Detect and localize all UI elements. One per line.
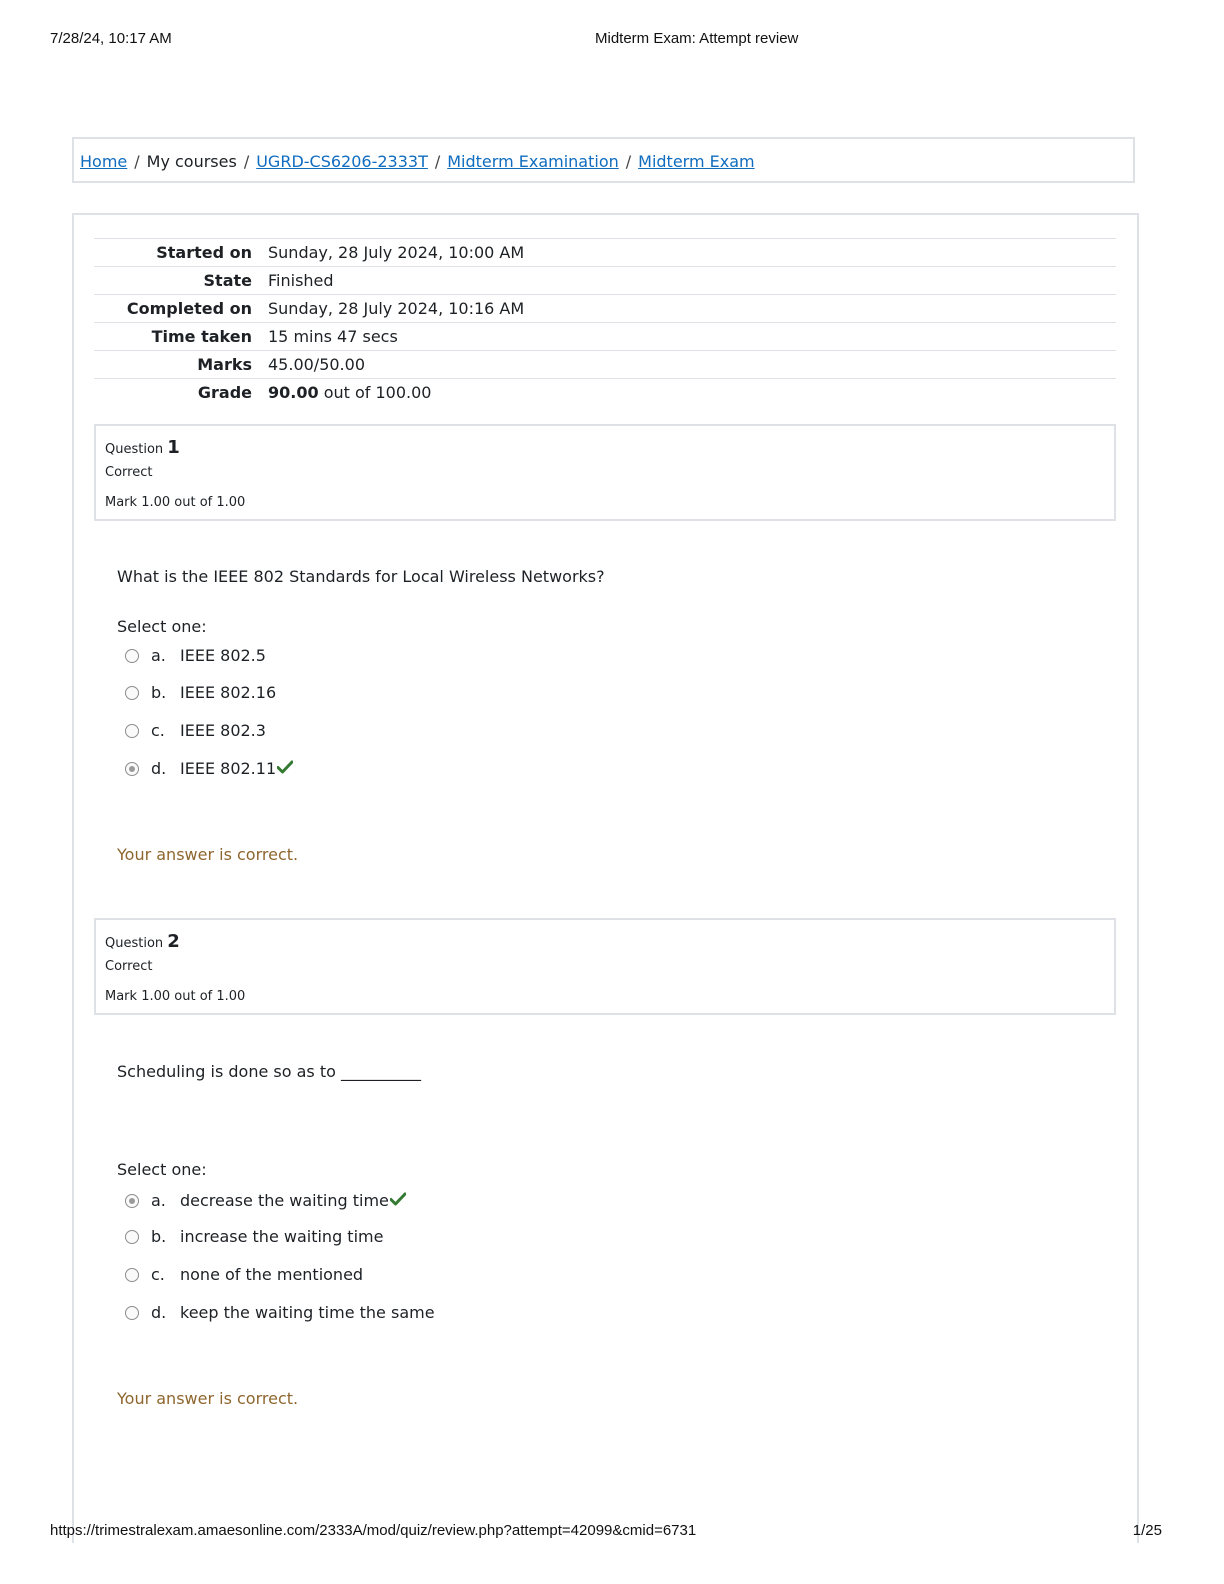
attempt-summary-table [94,238,1116,406]
select-one-label: Select one: [117,617,207,636]
option-letter: d. [151,1303,167,1322]
question-text: Scheduling is done so as to __________ [117,1062,421,1081]
print-header [0,30,1224,50]
radio-button[interactable] [125,1306,139,1320]
radio-button[interactable] [125,1268,139,1282]
summary-value: Sunday, 28 July 2024, 10:16 AM [268,299,525,318]
question-state: Correct [105,465,153,480]
summary-label: Time taken [151,327,252,346]
option-text: keep the waiting time the same [180,1303,435,1322]
option-letter: a. [151,1191,166,1210]
feedback-text: Your answer is correct. [117,845,299,864]
radio-button[interactable] [125,724,139,738]
question-number [105,931,180,952]
breadcrumb-separator: / [243,152,250,171]
breadcrumb-separator: / [134,152,140,171]
summary-value: Sunday, 28 July 2024, 10:00 AM [268,243,525,262]
option-letter: c. [151,721,165,740]
breadcrumb [72,137,1135,183]
summary-row-time-taken [94,322,1116,350]
breadcrumb-separator: / [434,152,441,171]
option-text: none of the mentioned [180,1265,364,1284]
summary-row-marks [94,350,1116,378]
question-grade: Mark 1.00 out of 1.00 [105,989,246,1004]
summary-row-completed-on [94,294,1116,322]
breadcrumb-home[interactable]: Home [80,152,128,171]
option-letter: a. [151,646,166,665]
option-text: increase the waiting time [180,1227,384,1246]
breadcrumb-section[interactable]: Midterm Examination [447,152,619,171]
question-info-box [94,918,1116,1015]
radio-button[interactable] [125,1230,139,1244]
select-one-label: Select one: [117,1160,207,1179]
option-text: IEEE 802.11 [180,759,277,778]
check-icon [390,1191,406,1210]
radio-button[interactable] [125,686,139,700]
summary-value: 45.00/50.00 [268,355,365,374]
summary-value: Finished [268,271,334,290]
feedback-text: Your answer is correct. [117,1389,299,1408]
option-letter: b. [151,683,167,702]
grade-score: 90.00 [268,383,319,402]
question-text: What is the IEEE 802 Standards for Local Wireless Networks? [117,567,605,586]
summary-label: State [203,271,252,290]
radio-button-checked[interactable] [125,762,139,776]
breadcrumb-course[interactable]: UGRD-CS6206-2333T [256,152,428,171]
option-letter: b. [151,1227,167,1246]
question-label: Question [105,936,164,951]
option-letter: d. [151,759,167,778]
question-info-box [94,424,1116,521]
option-letter: c. [151,1265,165,1284]
option-text-wrapper [180,759,293,778]
print-title: Midterm Exam: Attempt review [595,30,799,47]
main-content-panel [72,213,1139,1543]
question-number-value: 1 [167,437,180,458]
radio-button[interactable] [125,649,139,663]
question-state: Correct [105,959,153,974]
summary-value: 15 mins 47 secs [268,327,398,346]
question-grade: Mark 1.00 out of 1.00 [105,495,246,510]
question-number-value: 2 [167,931,180,952]
summary-label: Marks [197,355,252,374]
option-text: IEEE 802.5 [180,646,266,665]
print-datetime: 7/28/24, 10:17 AM [50,30,172,47]
summary-label: Started on [156,243,252,262]
option-text: IEEE 802.16 [180,683,277,702]
breadcrumb-separator: / [625,152,632,171]
option-text: IEEE 802.3 [180,721,266,740]
print-url: https://trimestralexam.amaesonline.com/2333A/mod/quiz/review.php?attempt=42099&cmid=6731 [50,1522,697,1539]
summary-row-grade [94,378,1116,406]
print-footer [0,1522,1224,1542]
radio-button-checked[interactable] [125,1194,139,1208]
summary-row-started-on [94,238,1116,266]
question-number [105,437,180,458]
breadcrumb-my-courses: My courses [146,152,237,171]
summary-value [268,379,431,406]
breadcrumb-quiz[interactable]: Midterm Exam [638,152,755,171]
check-icon [277,759,293,778]
option-text: decrease the waiting time [180,1191,389,1210]
summary-row-state [94,266,1116,294]
option-text-wrapper [180,1191,406,1210]
grade-out-of: out of 100.00 [318,383,432,402]
summary-label: Grade [197,383,252,402]
summary-label: Completed on [126,299,252,318]
print-page-number: 1/25 [1132,1522,1162,1539]
question-label: Question [105,442,164,457]
